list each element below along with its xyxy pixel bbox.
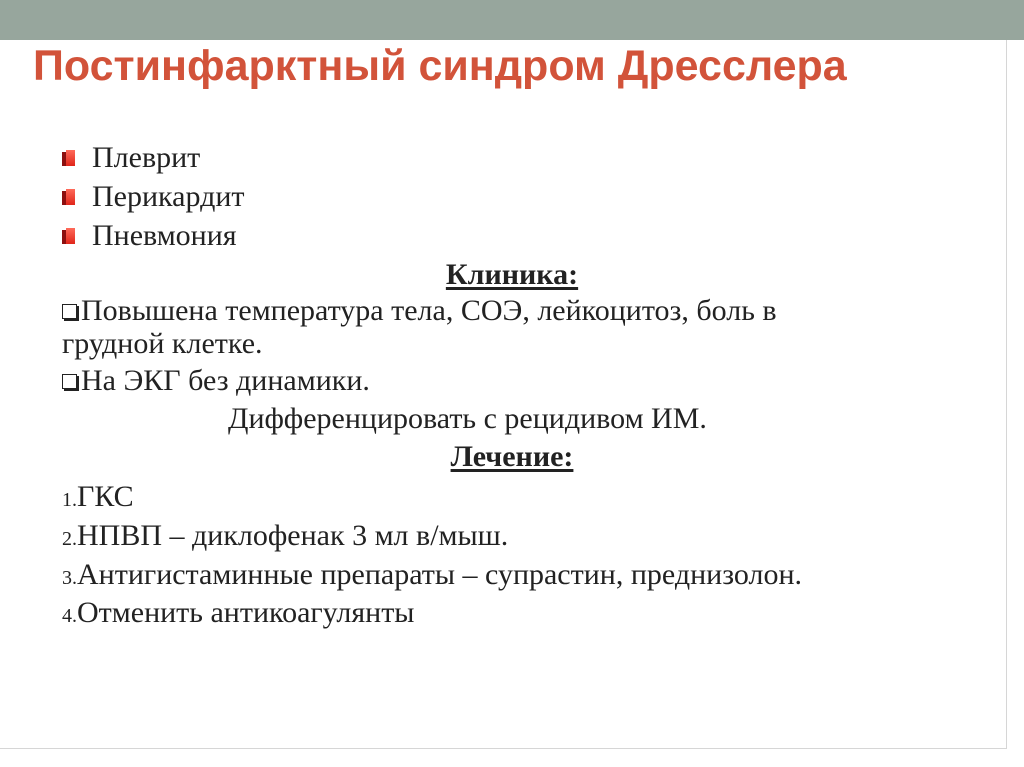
treatment-item (62, 596, 414, 633)
differentiate-note: Дифференцировать с рецидивом ИМ. (228, 402, 707, 435)
treatment-item-number: 1. (62, 489, 77, 511)
treatment-item-text: Отменить антикоагулянты (77, 596, 415, 629)
treatment-heading: Лечение: (450, 440, 574, 473)
bullet-item-pneumonia: Пневмония (92, 219, 237, 252)
treatment-item-text: ГКС (77, 480, 134, 513)
red-square-bullet-icon (62, 228, 75, 244)
clinic-item-text: Повышена температура тела, СОЭ, лейкоцитоз, боль в (81, 294, 777, 327)
clinic-item-text: На ЭКГ без динамики. (81, 364, 370, 397)
treatment-item (62, 480, 134, 517)
clinic-item (62, 364, 370, 398)
treatment-item-number: 2. (62, 528, 77, 550)
clinic-item-continuation: грудной клетке. (62, 327, 263, 360)
top-bar (0, 0, 1024, 40)
slide-edge-right (1006, 40, 1007, 748)
bullet-item-pleurisy: Плеврит (92, 141, 201, 174)
checkbox-bullet-icon (62, 304, 77, 319)
checkbox-bullet-icon (62, 374, 77, 389)
slide-edge-bottom (0, 748, 1007, 749)
slide-title: Постинфарктный синдром Дресслера (33, 42, 847, 90)
treatment-item-number: 4. (62, 605, 77, 627)
treatment-item-number: 3. (62, 567, 77, 589)
treatment-item (62, 558, 802, 595)
clinic-heading: Клиника: (445, 258, 579, 291)
treatment-item-text: НПВП – диклофенак 3 мл в/мыш. (77, 519, 509, 552)
red-square-bullet-icon (62, 150, 75, 166)
clinic-item (62, 294, 777, 328)
treatment-item (62, 519, 508, 556)
bullet-item-pericarditis: Перикардит (92, 180, 245, 213)
treatment-item-text: Антигистаминные препараты – супрастин, преднизолон. (77, 558, 802, 591)
red-square-bullet-icon (62, 189, 75, 205)
